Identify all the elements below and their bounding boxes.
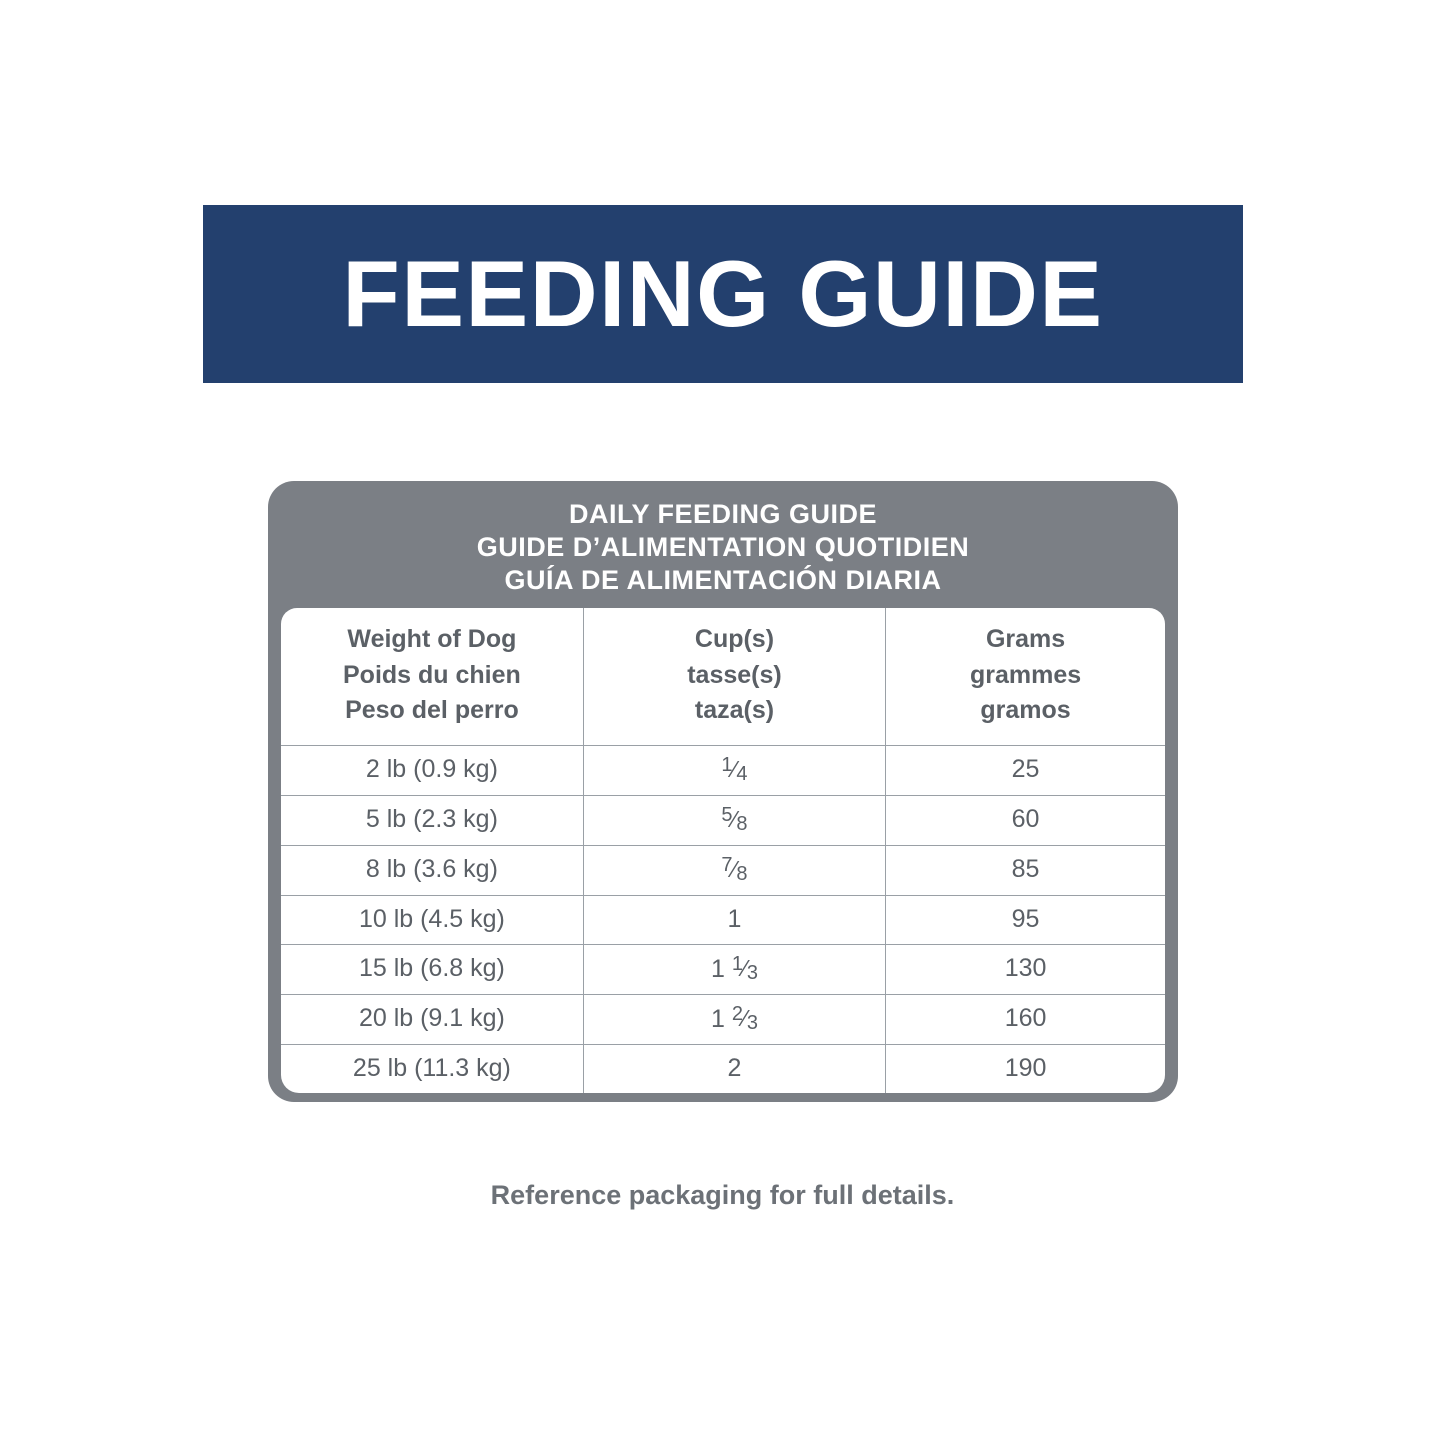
fraction-slash: ⁄	[732, 755, 737, 782]
cell-weight: 8 lb (3.6 kg)	[281, 845, 583, 895]
column-header-cups-en: Cup(s)	[694, 625, 775, 653]
cell-weight: 2 lb (0.9 kg)	[281, 745, 583, 795]
column-header-grams-en: Grams	[985, 625, 1066, 653]
cell-weight: 10 lb (4.5 kg)	[281, 895, 583, 944]
cell-cups	[583, 1044, 885, 1093]
fraction-denominator: 3	[746, 961, 758, 984]
card-heading-block	[268, 481, 1178, 597]
cell-grams: 190	[1004, 1053, 1047, 1082]
cell-grams: 95	[886, 895, 1165, 944]
cell-cups	[583, 745, 885, 795]
feeding-table	[281, 608, 1165, 1093]
fraction-denominator: 4	[736, 762, 748, 785]
fraction-numerator: 5	[721, 803, 733, 826]
column-header-grams-fr: grammes	[969, 660, 1082, 689]
fraction-slash: ⁄	[742, 1004, 747, 1031]
cell-cups	[583, 895, 885, 944]
fraction-numerator: 2	[731, 1002, 743, 1025]
column-header-cups-fr: tasse(s)	[687, 660, 782, 689]
cups-whole: 1	[727, 904, 742, 933]
cups-fraction	[732, 954, 758, 983]
feeding-guide-banner	[203, 205, 1243, 383]
cell-cups	[583, 994, 885, 1044]
table-row	[281, 895, 1165, 944]
column-header-weight-en: Weight of Dog	[347, 625, 517, 653]
table-row	[281, 745, 1165, 795]
fraction-slash: ⁄	[742, 954, 747, 981]
fraction-slash: ⁄	[732, 805, 737, 832]
fraction-slash: ⁄	[732, 855, 737, 882]
cups-fraction	[732, 1004, 758, 1033]
cell-cups	[583, 795, 885, 845]
card-heading-fr: GUIDE D’ALIMENTATION QUOTIDIEN	[476, 531, 970, 562]
cell-grams: 60	[886, 795, 1165, 845]
feeding-table-body	[281, 745, 1165, 1093]
cell-weight: 20 lb (9.1 kg)	[281, 994, 583, 1044]
table-row	[281, 994, 1165, 1044]
card-heading-es: GUÍA DE ALIMENTACIÓN DIARIA	[504, 564, 942, 595]
fraction-numerator: 1	[731, 952, 743, 975]
cups-whole: 1	[710, 1004, 725, 1033]
daily-feeding-guide-card	[268, 481, 1178, 1102]
fraction-denominator: 8	[736, 862, 748, 885]
table-row	[281, 795, 1165, 845]
column-header-grams-es: gramos	[980, 696, 1071, 724]
cups-fraction	[721, 755, 747, 784]
cell-grams: 160	[886, 994, 1165, 1044]
cell-weight: 15 lb (6.8 kg)	[281, 944, 583, 994]
page-title: FEEDING GUIDE	[342, 241, 1104, 346]
feeding-table-wrapper	[281, 608, 1165, 1093]
column-header-cups-es: taza(s)	[694, 696, 775, 724]
cups-fraction	[721, 855, 747, 884]
column-header-weight	[281, 608, 583, 745]
column-header-weight-fr: Poids du chien	[343, 660, 521, 689]
cell-cups	[583, 944, 885, 994]
cell-weight: 5 lb (2.3 kg)	[281, 795, 583, 845]
card-heading-en: DAILY FEEDING GUIDE	[568, 499, 878, 529]
reference-note: Reference packaging for full details.	[490, 1180, 955, 1210]
table-row	[281, 1044, 1165, 1093]
cell-cups	[583, 845, 885, 895]
cups-whole: 1	[710, 954, 725, 983]
cell-grams: 130	[886, 944, 1165, 994]
cell-grams: 85	[886, 845, 1165, 895]
column-header-weight-es: Peso del perro	[345, 696, 519, 724]
cell-grams: 25	[886, 745, 1165, 795]
fraction-denominator: 3	[746, 1011, 758, 1034]
table-row	[281, 845, 1165, 895]
column-header-grams	[886, 608, 1165, 745]
fraction-numerator: 7	[721, 853, 733, 876]
table-row	[281, 944, 1165, 994]
fraction-numerator: 1	[721, 753, 733, 776]
cups-whole: 2	[727, 1053, 742, 1082]
table-header-row	[281, 608, 1165, 745]
fraction-denominator: 8	[736, 812, 748, 835]
column-header-cups	[583, 608, 885, 745]
cups-fraction	[721, 805, 747, 834]
cell-weight: 25 lb (11.3 kg)	[281, 1044, 583, 1093]
